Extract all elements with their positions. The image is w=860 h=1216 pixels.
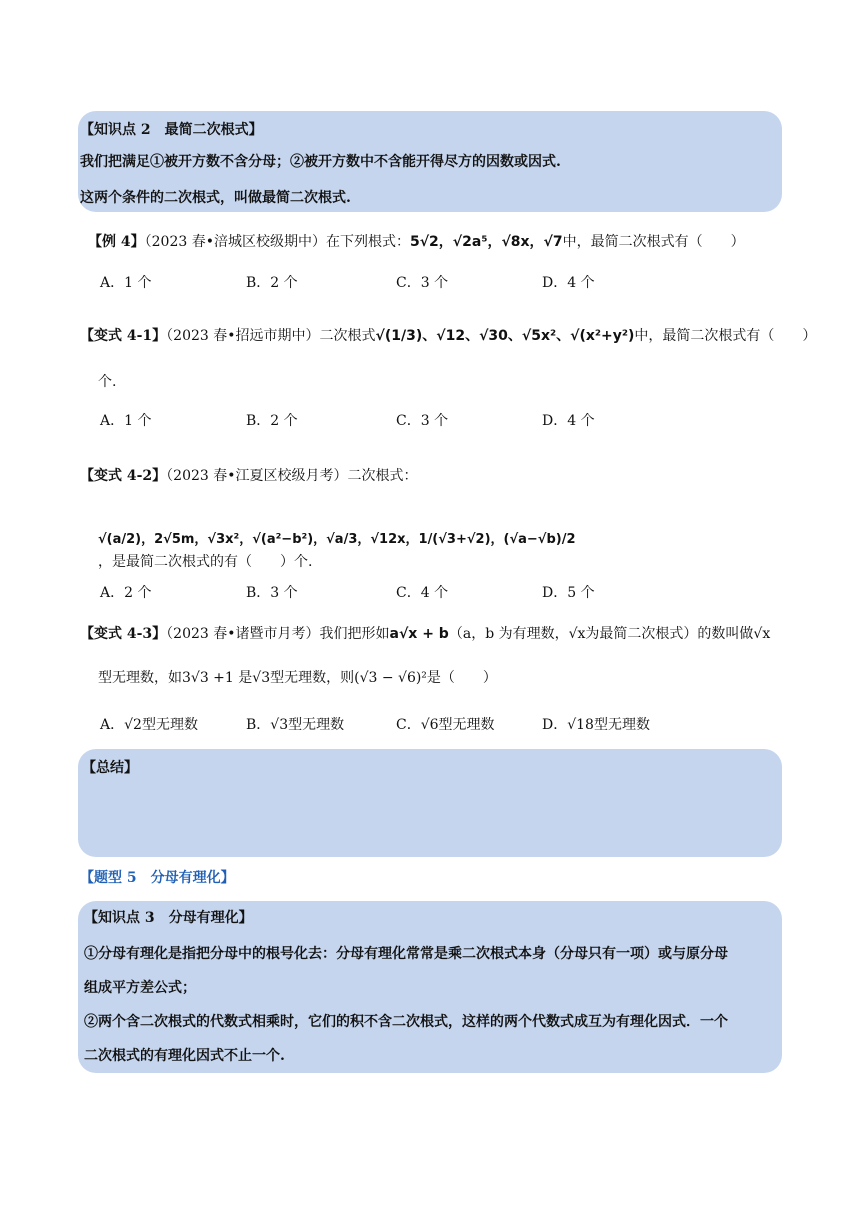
variant-4-2-math: √(a/2)，2√5m，√3x²，√(a²−b²)，√a/3，√12x，1/(√3+√2)，(√a−√b)/2 (98, 532, 576, 547)
example-4-option-c: C．3 个 (396, 275, 449, 291)
example-4-option-b: B．2 个 (246, 275, 298, 291)
kp2-line1: 我们把满足①被开方数不含分母；②被开方数中不含能开得尽方的因数或因式. (80, 154, 561, 170)
variant-4-2-tail: ，是最简二次根式的有（ ）个. (98, 554, 313, 570)
variant-4-3-line2: 型无理数，如3√3 +1 是√3型无理数，则(√3 − √6)²是（ ） (98, 670, 497, 686)
kp3-title: 【知识点 3 分母有理化】 (84, 910, 253, 926)
variant-4-2-option-d: D．5 个 (542, 585, 595, 601)
kp3-line1: ①分母有理化是指把分母中的根号化去：分母有理化常常是乘二次根式本身（分母只有一项）或与原分母 (84, 946, 728, 962)
variant-4-1-option-c: C．3 个 (396, 413, 449, 429)
variant-4-1-option-a: A．1 个 (100, 413, 152, 429)
variant-4-1-option-d: D．4 个 (542, 413, 595, 429)
summary-box (78, 749, 782, 857)
kp3-line3: ②两个含二次根式的代数式相乘时，它们的积不含二次根式，这样的两个代数式成互为有理化因式．一个 (84, 1014, 728, 1030)
variant-4-3-option-b: B．√3型无理数 (246, 717, 345, 733)
variant-4-1-source: （2023 春•招远市期中）二次根式 (166, 328, 376, 344)
variant-4-1-question (80, 326, 816, 346)
variant-4-3-option-a: A．√2型无理数 (100, 717, 198, 733)
variant-4-2-option-b: B．3 个 (246, 585, 298, 601)
variant-4-2-option-a: A．2 个 (100, 585, 152, 601)
variant-4-3-option-c: C．√6型无理数 (396, 717, 495, 733)
variant-4-1-math: √(1/3)、√12、√30、√5x²、√(x²+y²) (375, 328, 635, 344)
kp3-line2: 组成平方差公式； (84, 980, 196, 996)
variant-4-1-tail2: 个. (98, 374, 117, 390)
example-4-option-d: D．4 个 (542, 275, 595, 291)
variant-4-3-source: （2023 春•诸暨市月考）我们把形如 (166, 626, 390, 642)
variant-4-2-source: （2023 春•江夏区校级月考）二次根式： (166, 468, 418, 484)
kp2-title: 【知识点 2 最简二次根式】 (80, 122, 263, 138)
summary-title: 【总结】 (82, 760, 138, 776)
variant-4-2-option-c: C．4 个 (396, 585, 449, 601)
kp2-line2: 这两个条件的二次根式，叫做最简二次根式. (80, 190, 351, 206)
variant-4-1-label: 【变式 4-1】 (80, 328, 167, 344)
variant-4-3-label: 【变式 4-3】 (80, 626, 167, 642)
example-4-math: 5√2，√2a⁵，√8x，√7 (409, 234, 563, 250)
variant-4-3-question (80, 624, 770, 644)
kp3-line4: 二次根式的有理化因式不止一个. (84, 1048, 285, 1064)
example-4-label: 【例 4】 (88, 234, 145, 250)
variant-4-2-label: 【变式 4-2】 (80, 468, 167, 484)
type-5-heading: 【题型 5 分母有理化】 (80, 870, 235, 886)
example-4-source: （2023 春•涪城区校级期中）在下列根式： (144, 234, 410, 250)
variant-4-3-form: a√x + b (389, 626, 449, 642)
example-4-option-a: A．1 个 (100, 275, 152, 291)
variant-4-3-option-d: D．√18型无理数 (542, 717, 650, 733)
variant-4-1-option-b: B．2 个 (246, 413, 298, 429)
variant-4-2-question (80, 466, 418, 486)
example-4-tail: 中，最简二次根式有（ ） (562, 234, 745, 250)
variant-4-3-condition: （a，b 为有理数，√x为最简二次根式）的数叫做√x (448, 626, 771, 642)
variant-4-1-tail: 中，最简二次根式有（ ） (634, 328, 817, 344)
example-4-question (88, 232, 745, 252)
